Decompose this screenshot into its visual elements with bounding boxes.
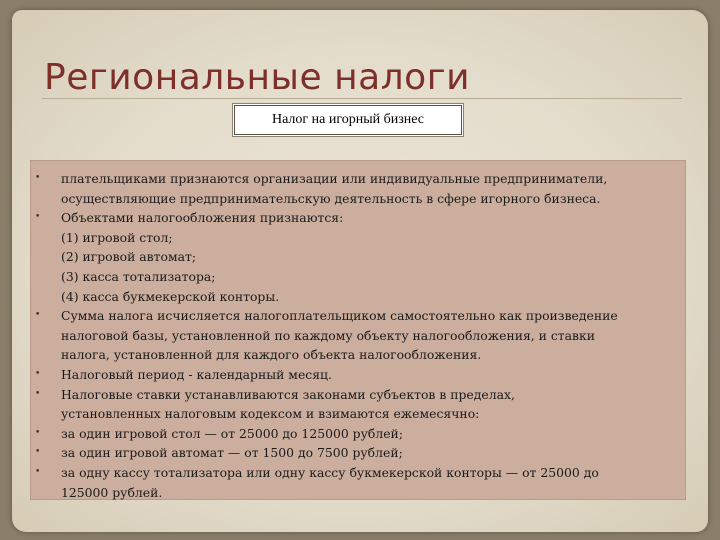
list-item bbox=[35, 443, 673, 463]
bullet-icon: • bbox=[35, 173, 41, 183]
item-line: налоговой базы, установленной по каждому объекту налогообложения, и ставки bbox=[61, 327, 596, 343]
list-item bbox=[35, 306, 673, 365]
bullet-icon: • bbox=[35, 427, 41, 438]
item-line: (1) игровой стол; bbox=[61, 229, 173, 245]
item-line: Налоговые ставки устанавливаются законами субъектов в пределах, bbox=[61, 386, 515, 402]
list-item bbox=[35, 365, 673, 385]
bullet-icon: • bbox=[35, 466, 41, 477]
item-line: за один игровой стол — от 25000 до 125000 рублей; bbox=[61, 425, 403, 441]
bullet-icon: • bbox=[35, 447, 41, 458]
subtitle-box bbox=[234, 105, 462, 135]
item-line: (3) касса тотализатора; bbox=[61, 268, 216, 284]
list-item bbox=[35, 169, 673, 208]
content-box bbox=[30, 160, 686, 500]
item-line: осуществляющие предпринимательскую деятельность в сфере игорного бизнеса. bbox=[61, 190, 601, 206]
bullet-icon: • bbox=[35, 212, 41, 223]
item-line: Сумма налога исчисляется налогоплательщиком самостоятельно как произведение bbox=[61, 308, 618, 324]
item-line: Налоговый период - календарный месяц. bbox=[61, 366, 332, 382]
item-line: 125000 рублей. bbox=[61, 484, 163, 500]
bullet-icon: • bbox=[35, 368, 41, 379]
list-item bbox=[35, 385, 673, 424]
list-item bbox=[35, 424, 673, 444]
item-line: (4) касса букмекерской конторы. bbox=[61, 288, 280, 304]
bullet-list bbox=[35, 169, 673, 502]
list-item bbox=[35, 463, 673, 502]
item-line: налога, установленной для каждого объекта налогообложения. bbox=[61, 347, 482, 363]
list-item bbox=[35, 208, 673, 306]
subtitle-text: Налог на игорный бизнес bbox=[271, 112, 425, 127]
item-line: за один игровой автомат — от 1500 до 7500 рублей; bbox=[61, 445, 403, 461]
item-line: (2) игровой автомат; bbox=[61, 249, 196, 265]
item-line: установленных налоговым кодексом и взимаются ежемесячно: bbox=[61, 406, 480, 422]
title-divider bbox=[42, 98, 682, 99]
item-line: Объектами налогообложения признаются: bbox=[61, 210, 344, 226]
bullet-icon: • bbox=[35, 310, 41, 321]
item-line: за одну кассу тотализатора или одну кассу букмекерской конторы — от 25000 до bbox=[61, 464, 599, 480]
item-line: плательщиками признаются организации или индивидуальные предприниматели, bbox=[61, 171, 608, 186]
bullet-icon: • bbox=[35, 388, 41, 399]
slide-title: Региональные налоги bbox=[44, 57, 471, 98]
